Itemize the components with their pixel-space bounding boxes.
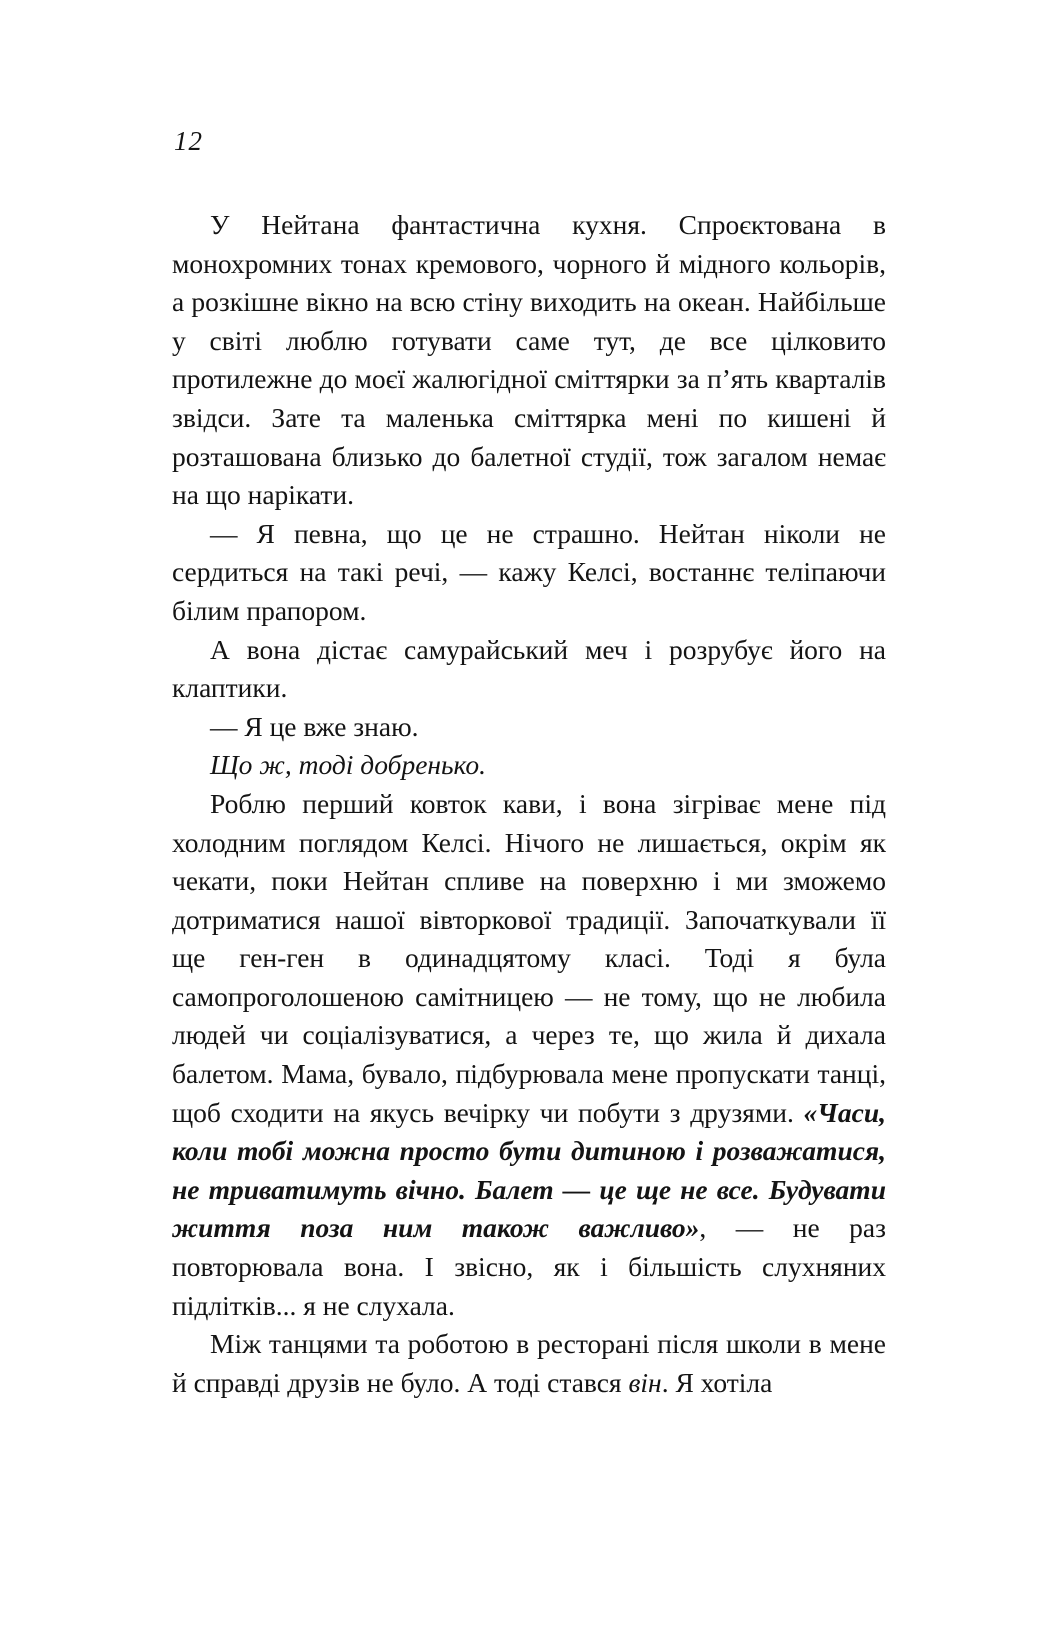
emphasis-run: «Часи, коли тобі можна просто бути дитиною і розважатися, не триватимуть вічно. Балет — це ще не все. Будувати життя поза ним також важливо» [172,1096,886,1244]
text-run: У Нейтана фантастична кухня. Спроєктована в монохромних тонах кремового, чорного й мідного кольорів, а розкішне вікно на всю стіну виходить на океан. Найбільше у світі люблю готувати саме тут, де все цілковито протилежне до моєї жалюгідної сміттярки за п’ять кварталів звідси. Зате та маленька сміттярка мені по кишені й розташована близько до балетної студії, тож загалом немає на що нарікати. [172,209,886,511]
paragraph [172,785,886,1325]
text-run: — Я певна, що це не страшно. Нейтан ніколи не сердиться на такі речі, — кажу Келсі, востаннє теліпаючи білим прапором. [172,517,886,626]
emphasis-run: Що ж, тоді добренько. [210,749,486,781]
text-block [172,206,886,1402]
page-number: 12 [174,126,203,156]
text-run: Роблю перший ковток кави, і вона зігріває мене під холодним поглядом Келсі. Нічого не лишається, окрім як чекати, поки Нейтан спливе на поверхню і ми зможемо дотриматися нашої вівторкової традиції. Започаткували її ще ген-ген в одинадцятому класі. Тоді я була самопроголошеною самітницею — не тому, що не любила людей чи соціалізуватися, а через те, що жила й дихала балетом. Мама, бувало, підбурювала мене пропускати танці, щоб сходити на якусь вечірку чи побути з друзями. [172,787,886,1128]
text-run: Між танцями та роботою в ресторані після школи в мене й справді друзів не було. А тоді стався [172,1328,886,1398]
emphasis-run: він [628,1366,662,1398]
paragraph [172,1325,886,1402]
text-run: , — не раз повторювала вона. І звісно, як і більшість слухняних підлітків... я не слухала. [172,1212,886,1321]
text-run: — Я це вже знаю. [210,710,419,742]
paragraph [172,515,886,631]
paragraph [172,631,886,708]
text-run: А вона дістає самурайський меч і розрубує його на клаптики. [172,633,886,704]
paragraph [172,746,886,785]
text-run: . Я хотіла [661,1366,773,1398]
paragraph [172,206,886,515]
paragraph [172,708,886,747]
